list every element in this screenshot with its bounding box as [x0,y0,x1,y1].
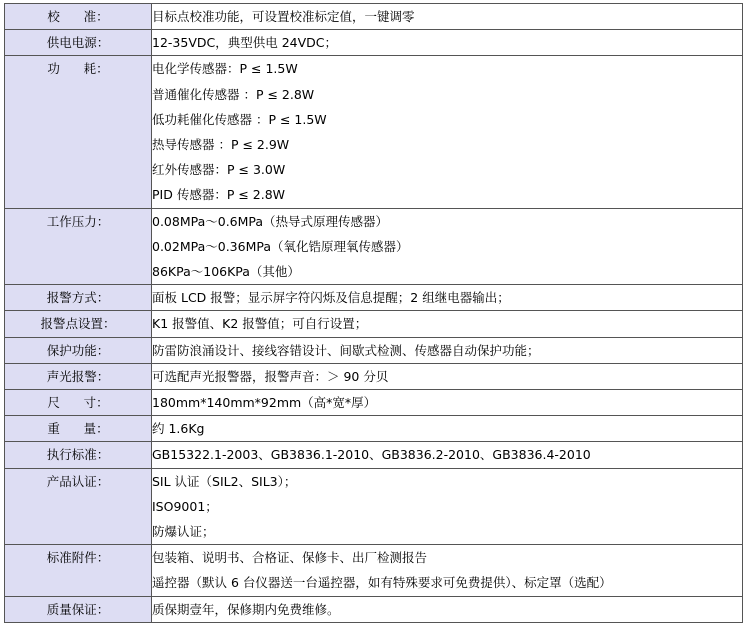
table-row [5,596,743,622]
power-supply-label: 供电电源： [46,35,110,51]
certification-value: 防爆认证； [152,524,215,540]
row-label-cell [5,416,152,442]
table-row [5,416,743,442]
dimensions-label: 尺 寸： [47,395,109,411]
row-label-cell [5,545,152,596]
row-label-cell [5,56,152,208]
protection-label: 保护功能： [46,342,110,358]
row-label-cell [5,208,152,285]
row-label-cell [5,4,152,30]
table-row [5,285,743,311]
row-label-cell [5,311,152,337]
working-pressure-value: 86KPa～106KPa（其他） [152,264,300,280]
alarm-point-value: K1 报警值、K2 报警值；可自行设置； [152,316,368,332]
accessories-value: 遥控器（默认 6 台仪器送一台遥控器，如有特殊要求可免费提供）、标定罩（选配） [152,575,612,591]
power-supply-value: 12-35VDC，典型供电 24VDC； [152,35,338,51]
power-consumption-value: 红外传感器：P ≤ 3.0W [152,162,286,178]
weight-label: 重 量： [47,421,109,437]
power-consumption-value: 热导传感器 ：P ≤ 2.9W [152,137,290,153]
row-label-cell [5,442,152,468]
spec-table [4,3,743,623]
table-row [5,208,743,285]
row-value-cell [152,416,743,442]
working-pressure-value: 0.02MPa～0.36MPa（氧化锆原理氧传感器） [152,238,409,254]
certification-value: ISO9001； [152,498,218,514]
accessories-value: 包装箱、说明书、合格证、保修卡、出厂检测报告 [152,550,428,566]
row-label-cell [5,30,152,56]
row-label-cell [5,337,152,363]
warranty-value: 质保期壹年，保修期内免费维修。 [152,601,340,617]
table-row [5,363,743,389]
calibration-value: 目标点校准功能，可设置校准标定值，一键调零 [152,9,415,24]
calibration-label: 校 准： [47,9,109,24]
row-label-cell [5,363,152,389]
table-row [5,337,743,363]
table-row [5,468,743,545]
protection-value: 防雷防浪涌设计、接线容错设计、间歇式检测、传感器自动保护功能； [152,342,540,358]
working-pressure-label: 工作压力： [46,213,110,229]
row-label-cell [5,596,152,622]
accessories-label: 标准附件： [46,550,110,566]
sound-light-alarm-label: 声光报警： [46,368,110,384]
warranty-label: 质量保证： [46,601,110,617]
working-pressure-value: 0.08MPa～0.6MPa（热导式原理传感器） [152,213,389,229]
alarm-point-label: 报警点设置： [40,316,116,332]
certification-label: 产品认证： [46,473,110,489]
standards-label: 执行标准： [46,447,110,463]
table-row [5,311,743,337]
row-value-cell [152,285,743,311]
table-row [5,56,743,208]
certification-value: SIL 认证（SIL2、SIL3）； [152,473,297,489]
power-consumption-value: 低功耗催化传感器 ：P ≤ 1.5W [152,111,327,127]
alarm-mode-value: 面板 LCD 报警；显示屏字符闪烁及信息提醒；2 组继电器输出； [152,290,510,306]
row-value-cell [152,4,743,30]
power-consumption-value: 电化学传感器：P ≤ 1.5W [152,61,298,77]
row-value-cell [152,442,743,468]
dimensions-value: 180mm*140mm*92mm（高*宽*厚） [152,395,377,411]
row-value-cell [152,363,743,389]
row-value-cell [152,337,743,363]
table-row [5,30,743,56]
row-value-cell [152,545,743,596]
row-value-cell [152,56,743,208]
table-row [5,545,743,596]
power-consumption-value: 普通催化传感器 ：P ≤ 2.8W [152,86,315,102]
row-label-cell [5,285,152,311]
table-row [5,4,743,30]
table-row [5,442,743,468]
sound-light-alarm-value: 可选配声光报警器，报警声音：＞ 90 分贝 [152,368,389,384]
row-value-cell [152,208,743,285]
alarm-mode-label: 报警方式： [46,290,110,306]
row-value-cell [152,30,743,56]
row-value-cell [152,311,743,337]
weight-value: 约 1.6Kg [152,421,205,437]
row-value-cell [152,596,743,622]
power-consumption-value: PID 传感器：P ≤ 2.8W [152,187,286,203]
row-value-cell [152,468,743,545]
standards-value: GB15322.1-2003、GB3836.1-2010、GB3836.2-2010、GB3836.4-2010 [152,447,591,463]
table-row [5,390,743,416]
row-label-cell [5,390,152,416]
row-value-cell [152,390,743,416]
power-consumption-label: 功 耗： [47,61,109,77]
row-label-cell [5,468,152,545]
